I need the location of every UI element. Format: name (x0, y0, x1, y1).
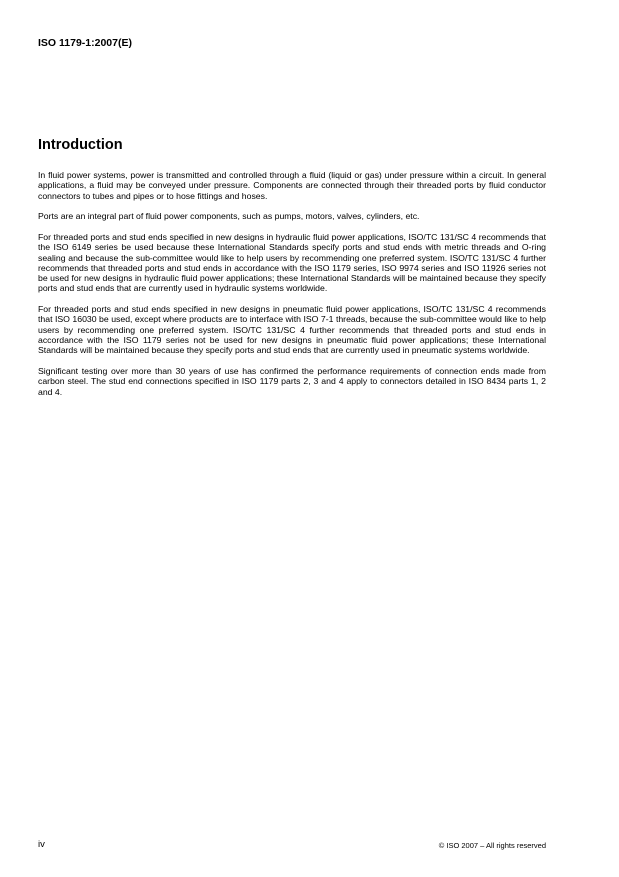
paragraph-4: For threaded ports and stud ends specified in new designs in pneumatic fluid power applications, ISO/TC 131/SC 4 recommends that ISO 16030 be used, except where products are to interface with ISO 7-1 threads, because the sub-committee would like to help users by recommending one preferred system. ISO/TC 131/SC 4 further recommends that threaded ports and stud ends in accordance with the ISO 1179 series not be used for new designs in pneumatic fluid power applications; these International Standards will be maintained because they specify ports and stud ends that are currently used in pneumatic systems worldwide. (38, 304, 546, 356)
copyright-notice: © ISO 2007 – All rights reserved (438, 841, 546, 850)
paragraph-1: In fluid power systems, power is transmitted and controlled through a fluid (liquid or gas) under pressure within a circuit. In general applications, a fluid may be conveyed under pressure. Components are connected through their threaded ports by fluid conductor connectors to tubes and pipes or to hose fittings and hoses. (38, 170, 546, 201)
paragraph-3: For threaded ports and stud ends specified in new designs in hydraulic fluid power applications, ISO/TC 131/SC 4 recommends that the ISO 6149 series be used because these International Standards specify ports and stud ends with metric threads and O-ring sealing and because the sub-committee would like to help users by recommending one preferred system. ISO/TC 131/SC 4 further recommends that threaded ports and stud ends in accordance with the ISO 1179 series, ISO 9974 series and ISO 11926 series not be used for new designs in hydraulic fluid power applications; these International Standards will be maintained because they specify ports and stud ends that are currently used in hydraulic systems worldwide. (38, 231, 546, 294)
paragraph-5: Significant testing over more than 30 years of use has confirmed the performance requirements of connection ends made from carbon steel. The stud end connections specified in ISO 1179 parts 2, 3 and 4 apply to connectors detailed in ISO 8434 parts 1, 2 and 4. (38, 366, 546, 397)
document-id: ISO 1179-1:2007(E) (38, 37, 132, 49)
page-number: iv (38, 839, 45, 850)
paragraph-2: Ports are an integral part of fluid power components, such as pumps, motors, valves, cylinders, etc. (38, 211, 420, 222)
section-body (38, 170, 546, 407)
section-title: Introduction (38, 137, 123, 153)
